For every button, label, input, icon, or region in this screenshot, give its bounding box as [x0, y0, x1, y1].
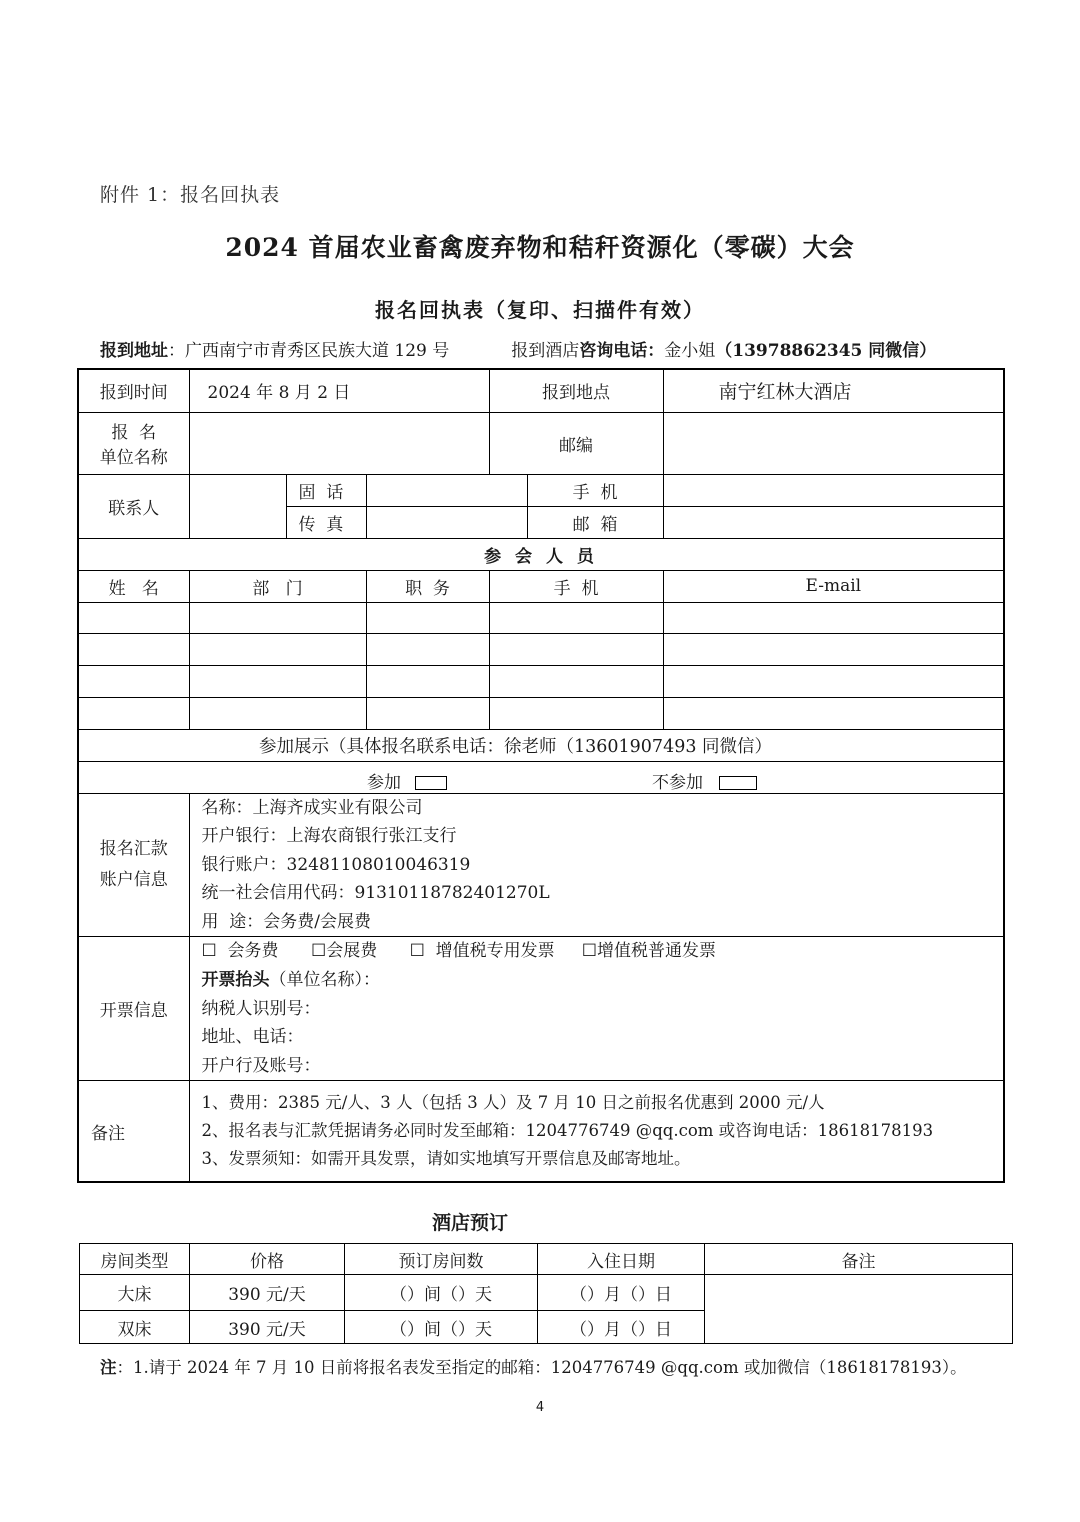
attendee-title-field[interactable] — [366, 633, 489, 665]
hotel-table — [79, 1243, 1013, 1344]
checkin-place-label: 报到地点 — [489, 369, 663, 412]
invoice-title-rest: （单位名称）： — [269, 970, 380, 991]
contact-field[interactable] — [189, 474, 286, 538]
attendee-row — [78, 697, 1004, 729]
attendee-email-field[interactable] — [663, 665, 1004, 697]
postcode-label: 邮编 — [489, 412, 663, 474]
account-label-line-2: 账户信息 — [99, 869, 168, 890]
email-field[interactable] — [663, 506, 1004, 538]
room-count-field[interactable]: （）间（）天 — [345, 1311, 538, 1344]
account-label — [78, 793, 189, 937]
attachment-label: 附件 1：报名回执表 — [100, 184, 281, 206]
fax-label: 传 真 — [286, 506, 366, 538]
hotel-header-type: 房间类型 — [80, 1244, 190, 1275]
attendee-title-field[interactable] — [366, 665, 489, 697]
exhibit-line: 参加展示（具体报名联系电话：徐老师（13601907493 同微信） — [78, 729, 1004, 761]
account-label-line-1: 报名汇款 — [99, 838, 168, 859]
attendee-mobile-field[interactable] — [489, 633, 663, 665]
landline-field[interactable] — [366, 474, 527, 506]
hotel-header-rooms: 预订房间数 — [345, 1244, 538, 1275]
attendee-row — [78, 665, 1004, 697]
address-label: 报到地址 — [100, 341, 168, 361]
hotel-title: 酒店预订 — [431, 1212, 508, 1234]
mobile-field[interactable] — [663, 474, 1004, 506]
attendee-dept-field[interactable] — [189, 602, 366, 633]
attendee-email-field[interactable] — [663, 633, 1004, 665]
checkin-date-field[interactable]: （）月（）日 — [538, 1311, 705, 1344]
fax-field[interactable] — [366, 506, 527, 538]
join-checkbox[interactable] — [415, 776, 447, 790]
attendee-header-dept: 部 门 — [189, 570, 366, 602]
room-price: 390 元/天 — [190, 1275, 345, 1311]
hotel-remarks-field[interactable] — [705, 1275, 1013, 1344]
attendee-dept-field[interactable] — [189, 665, 366, 697]
account-line: 名称：上海齐成实业有限公司 — [201, 797, 423, 818]
not-join-label: 不参加 — [652, 772, 703, 793]
attendee-header-mobile: 手 机 — [489, 570, 663, 602]
checkin-time-label: 报到时间 — [78, 369, 189, 412]
attendee-mobile-field[interactable] — [489, 697, 663, 729]
account-line: 用 途：会务费/会展费 — [201, 911, 372, 932]
attendee-mobile-field[interactable] — [489, 665, 663, 697]
contact-label: 联系人 — [78, 474, 189, 538]
mobile-label: 手 机 — [527, 474, 663, 506]
hotel-header-remarks: 备注 — [705, 1244, 1013, 1275]
org-name-field[interactable] — [189, 412, 489, 474]
invoice-title-line — [190, 966, 1004, 995]
address-colon: ： — [168, 341, 185, 361]
remark-line: 2、报名表与汇款凭据请务必同时发至邮箱：1204776749 @qq.com 或咨询电话：18618178193 — [201, 1121, 934, 1141]
phone-number: （13978862345 同微信） — [715, 341, 937, 361]
attendee-row — [78, 633, 1004, 665]
page-number: 4 — [535, 1400, 545, 1415]
invoice-options[interactable]: ☐ 会务费 ☐会展费 ☐ 增值税专用发票 ☐增值税普通发票 — [201, 941, 716, 962]
checkin-time-value: 2024 年 8 月 2 日 — [189, 369, 489, 412]
remarks-label: 备注 — [78, 1081, 189, 1182]
room-price: 390 元/天 — [190, 1311, 345, 1344]
attendee-header-email: E-mail — [663, 570, 1004, 602]
invoice-line: 纳税人识别号： — [201, 998, 321, 1019]
attendee-title-field[interactable] — [366, 602, 489, 633]
room-type: 双床 — [80, 1311, 190, 1344]
not-join-checkbox[interactable] — [719, 776, 757, 790]
main-title: 2024 首届农业畜禽废弃物和秸秆资源化（零碳）大会 — [225, 233, 855, 262]
hotel-prefix: 报到酒店 — [511, 341, 580, 361]
attendee-dept-field[interactable] — [189, 697, 366, 729]
postcode-field[interactable] — [663, 412, 1004, 474]
footnote — [100, 1354, 967, 1378]
room-count-field[interactable]: （）间（）天 — [345, 1275, 538, 1311]
phone-label: 咨询电话： — [579, 341, 665, 361]
email-label: 邮 箱 — [527, 506, 663, 538]
attendee-dept-field[interactable] — [189, 633, 366, 665]
not-join-option[interactable] — [652, 768, 757, 793]
attendees-title: 参 会 人 员 — [78, 538, 1004, 570]
attendee-email-field[interactable] — [663, 602, 1004, 633]
account-info — [189, 793, 1004, 937]
org-label-line-2: 单位名称 — [99, 448, 168, 468]
org-label — [78, 412, 189, 474]
attendee-title-field[interactable] — [366, 697, 489, 729]
account-line: 统一社会信用代码：91310118782401270L — [201, 883, 550, 904]
attendee-name-field[interactable] — [78, 665, 189, 697]
registration-form — [77, 368, 1005, 1183]
hotel-row — [80, 1275, 1013, 1311]
account-line: 银行账户：32481108010046319 — [201, 854, 471, 875]
attendee-header-title: 职 务 — [366, 570, 489, 602]
attendee-mobile-field[interactable] — [489, 602, 663, 633]
join-option[interactable] — [367, 768, 447, 793]
attendee-email-field[interactable] — [663, 697, 1004, 729]
hotel-header-price: 价格 — [190, 1244, 345, 1275]
invoice-info — [189, 937, 1004, 1081]
exhibit-choice-row — [78, 761, 1004, 793]
phone-contact: 金小姐 — [664, 341, 716, 361]
attendee-name-field[interactable] — [78, 633, 189, 665]
footnote-text: ：1.请于 2024 年 7 月 10 日前将报名表发至指定的邮箱：1204776749 @qq.com 或加微信（18618178193）。 — [116, 1358, 967, 1377]
attendee-name-field[interactable] — [78, 602, 189, 633]
attendee-header-name: 姓 名 — [78, 570, 189, 602]
remark-line: 1、费用：2385 元/人、3 人（包括 3 人）及 7 月 10 日之前报名优惠到 2000 元/人 — [201, 1093, 825, 1113]
hotel-header-date: 入住日期 — [538, 1244, 705, 1275]
invoice-line: 开户行及账号： — [201, 1055, 321, 1076]
account-line: 开户银行：上海农商银行张江支行 — [201, 826, 457, 847]
address-line — [100, 336, 1000, 361]
invoice-label: 开票信息 — [78, 937, 189, 1081]
join-label: 参加 — [367, 772, 401, 793]
sub-title: 报名回执表（复印、扫描件有效） — [375, 298, 705, 322]
checkin-date-field[interactable]: （）月（）日 — [538, 1275, 705, 1311]
invoice-title-bold: 开票抬头 — [201, 970, 270, 991]
checkin-place-value: 南宁红林大酒店 — [663, 369, 1004, 412]
attendee-row — [78, 602, 1004, 633]
landline-label: 固 话 — [286, 474, 366, 506]
remark-line: 3、发票须知：如需开具发票，请如实地填写开票信息及邮寄地址。 — [201, 1149, 691, 1169]
footnote-bold: 注 — [100, 1358, 117, 1377]
room-type: 大床 — [80, 1275, 190, 1311]
org-label-line-1: 报 名 — [111, 423, 157, 443]
address-value: 广西南宁市青秀区民族大道 129 号 — [185, 341, 450, 361]
attendee-name-field[interactable] — [78, 697, 189, 729]
invoice-line: 地址、电话： — [201, 1027, 304, 1048]
remarks-content — [189, 1081, 1004, 1182]
